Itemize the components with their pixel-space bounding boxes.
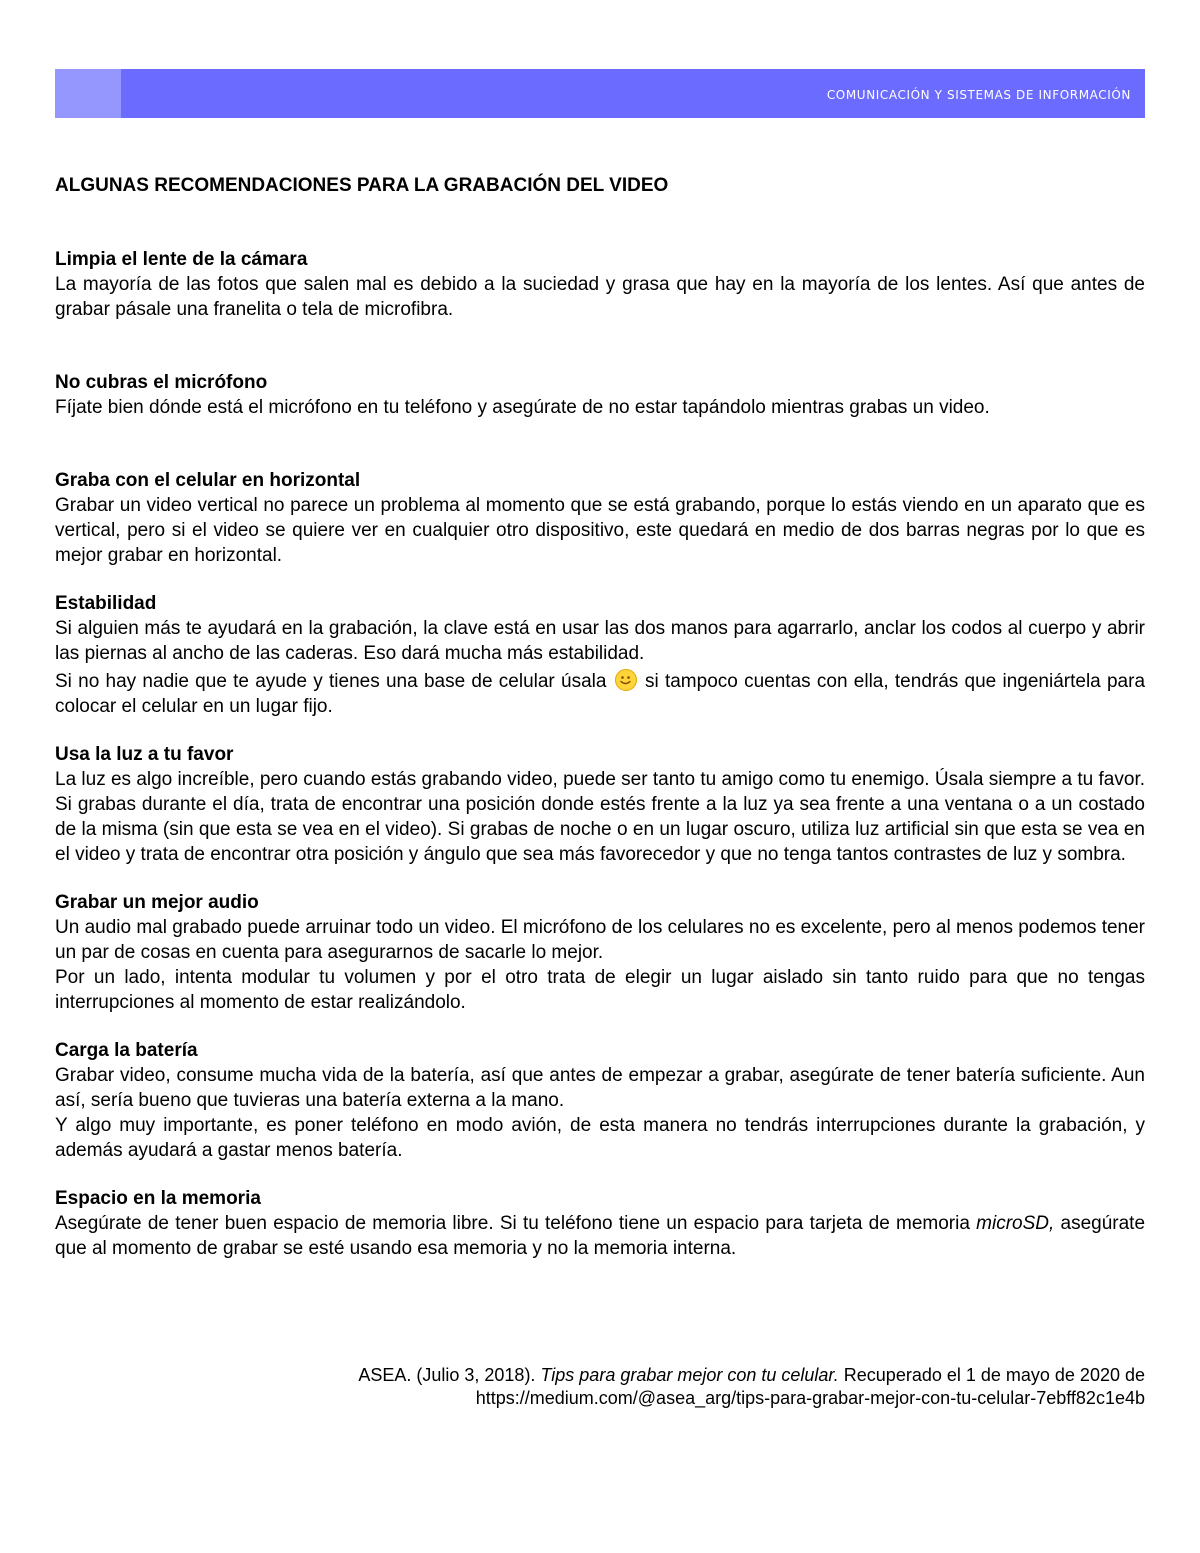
section-horizontal (55, 468, 1145, 568)
section-paragraph: Y algo muy importante, es poner teléfono en modo avión, de esta manera no tendrás interrupciones durante la grabación, y además ayudará a gastar menos batería. (55, 1115, 1145, 1161)
section-paragraph: La mayoría de las fotos que salen mal es debido a la suciedad y grasa que hay en la mayoría de los lentes. Así que antes de grabar pásale una franelita o tela de microfibra. (55, 274, 1145, 320)
section-paragraph: Por un lado, intenta modular tu volumen y por el otro trata de elegir un lugar aislado sin tanto ruido para que no tengas interrupciones al momento de estar realizándolo. (55, 967, 1145, 1013)
page-title: ALGUNAS RECOMENDACIONES PARA LA GRABACIÓN DEL VIDEO (55, 175, 669, 196)
section-heading: Grabar un mejor audio (55, 892, 259, 913)
citation-prefix: ASEA. (Julio 3, 2018). (358, 1365, 536, 1385)
section-light (55, 742, 1145, 867)
section-paragraph (55, 669, 1145, 719)
reference-citation (245, 1364, 1145, 1410)
citation-line (245, 1364, 1145, 1387)
section-audio (55, 890, 1145, 1015)
section-heading: Estabilidad (55, 593, 157, 614)
section-heading: Limpia el lente de la cámara (55, 249, 308, 270)
section-microphone (55, 370, 1145, 420)
section-battery (55, 1038, 1145, 1163)
smiling-face-icon (615, 669, 637, 691)
section-heading: Espacio en la memoria (55, 1188, 261, 1209)
microsd-term: microSD, (976, 1213, 1055, 1234)
citation-url[interactable]: https://medium.com/@asea_arg/tips-para-grabar-mejor-con-tu-celular-7ebff82c1e4b (475, 1388, 1145, 1408)
section-memory (55, 1186, 1145, 1261)
paragraph-text: si tampoco cuentas con ella, tendrás que ingeniártela para colocar el celular en un lugar fijo. (55, 671, 1146, 717)
header-bar (55, 69, 1145, 118)
section-paragraph: Fíjate bien dónde está el micrófono en tu teléfono y asegúrate de no estar tapándolo mientras grabas un video. (55, 397, 990, 418)
section-heading: No cubras el micrófono (55, 372, 268, 393)
section-paragraph: Grabar un video vertical no parece un problema al momento que se está grabando, porque lo estás viendo en un aparato que es vertical, pero si el video se quiere ver en cualquier otro dispositivo, este quedará en medio de dos barras negras por lo que es mejor grabar en horizontal. (55, 495, 1145, 566)
header-label: COMUNICACIÓN Y SISTEMAS DE INFORMACIÓN (826, 87, 1131, 102)
section-heading: Carga la batería (55, 1040, 198, 1061)
document-body (55, 173, 1145, 1284)
citation-suffix: Recuperado el 1 de mayo de 2020 de (843, 1365, 1145, 1385)
paragraph-text: Asegúrate de tener buen espacio de memoria libre. Si tu teléfono tiene un espacio para tarjeta de memoria (55, 1213, 970, 1234)
section-heading: Usa la luz a tu favor (55, 744, 234, 765)
section-paragraph (55, 1211, 1145, 1261)
section-lens (55, 247, 1145, 322)
section-paragraph: La luz es algo increíble, pero cuando estás grabando video, puede ser tanto tu amigo como tu enemigo. Úsala siempre a tu favor. Si grabas durante el día, trata de encontrar una posición donde estés frente a la luz ya sea frente a una ventana o a un costado de la misma (sin que esta se vea en el video). Si grabas de noche o en un lugar oscuro, utiliza luz artificial sin que esta se vea en el video y trata de encontrar otra posición y ángulo que sea más favorecedor y que no tenga tantos contrastes de luz y sombra. (55, 769, 1145, 865)
section-paragraph: Grabar video, consume mucha vida de la batería, así que antes de empezar a grabar, asegúrate de tener batería suficiente. Aun así, sería bueno que tuvieras una batería externa a la mano. (55, 1065, 1145, 1111)
section-paragraph: Si alguien más te ayudará en la grabación, la clave está en usar las dos manos para agarrarlo, anclar los codos al cuerpo y abrir las piernas al ancho de las caderas. Eso dará mucha más estabilidad. (55, 618, 1145, 664)
section-heading: Graba con el celular en horizontal (55, 470, 361, 491)
paragraph-text: asegúrate que al momento de grabar se esté usando esa memoria y no la memoria interna. (55, 1213, 1146, 1259)
paragraph-text: Si no hay nadie que te ayude y tienes una base de celular úsala (55, 671, 607, 692)
section-paragraph: Un audio mal grabado puede arruinar todo un video. El micrófono de los celulares no es excelente, pero al menos podemos tener un par de cosas en cuenta para asegurarnos de sacarle lo mejor. (55, 917, 1145, 963)
section-stability (55, 591, 1145, 719)
header-tab-accent (55, 69, 121, 118)
citation-title: Tips para grabar mejor con tu celular. (540, 1365, 839, 1385)
